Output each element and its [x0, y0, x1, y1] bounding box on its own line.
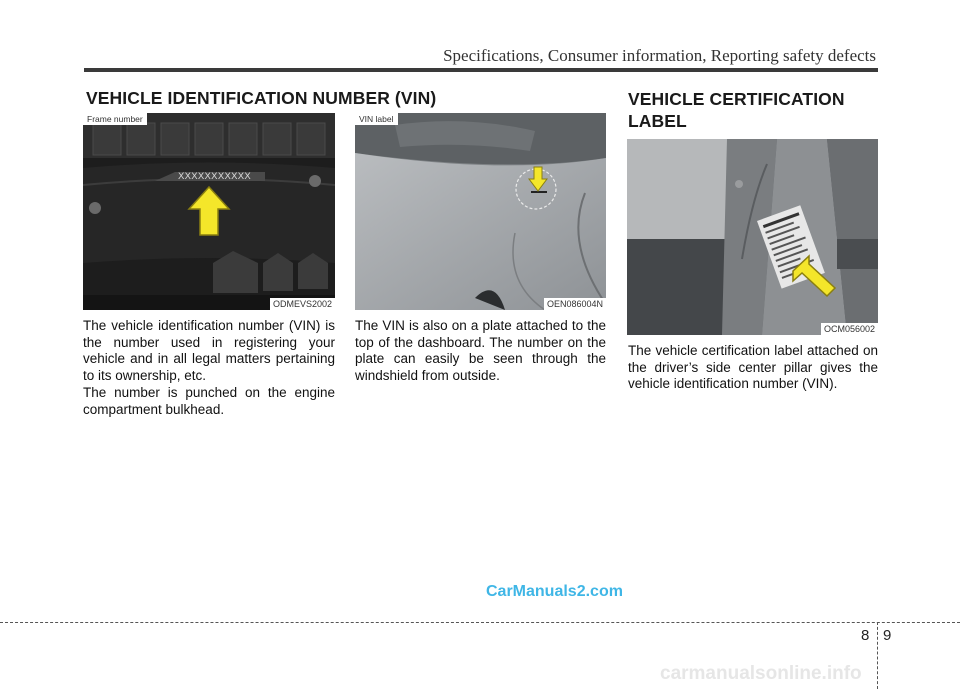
dashboard-illustration	[355, 113, 606, 310]
header-rule	[84, 68, 878, 72]
figure-code: ODMEVS2002	[270, 298, 335, 310]
chapter-number: 8	[861, 627, 870, 644]
watermark-link[interactable]: CarManuals2.com	[486, 583, 623, 600]
arrow-icon	[528, 166, 548, 192]
vin-heading: VEHICLE IDENTIFICATION NUMBER (VIN)	[86, 88, 437, 108]
cert-heading-line2: LABEL	[628, 111, 687, 131]
cert-heading	[628, 88, 845, 132]
arrow-icon	[187, 185, 231, 237]
footer-rule	[0, 622, 960, 623]
vin-paragraph-2: The number is punched on the engine compartment bulkhead.	[83, 385, 335, 417]
dashboard-photo	[355, 113, 606, 310]
figure-code: OEN086004N	[544, 298, 606, 310]
header-title: Specifications, Consumer information, Reporting safety defects	[443, 46, 876, 65]
vin-paragraph-1: The vehicle identification number (VIN) is the number used in registering your vehicle and in all legal matters pertaining to its ownership, etc.	[83, 318, 335, 383]
bottom-watermark: carmanualsonline.info	[660, 663, 862, 684]
vin-plate-text: XXXXXXXXXXX	[178, 171, 252, 182]
center-pillar-photo	[627, 139, 878, 335]
page-number: 9	[883, 627, 892, 644]
cert-heading-line1: VEHICLE CERTIFICATION	[628, 89, 845, 109]
engine-compartment-photo	[83, 113, 335, 310]
cert-paragraph: The vehicle certification label attached on the driver’s side center pillar gives the vehicle identification number (VIN).	[628, 343, 878, 391]
center-pillar-illustration	[627, 139, 878, 335]
frame-number-label: Frame number	[83, 113, 147, 125]
figure-code: OCM056002	[821, 323, 878, 335]
vin-label-caption: VIN label	[355, 113, 398, 125]
arrow-icon	[789, 253, 839, 303]
vin-paragraph-3: The VIN is also on a plate attached to the top of the dashboard. The number on the plate can easily be seen through the windshield from outside.	[355, 318, 606, 383]
footer-divider	[877, 622, 878, 689]
